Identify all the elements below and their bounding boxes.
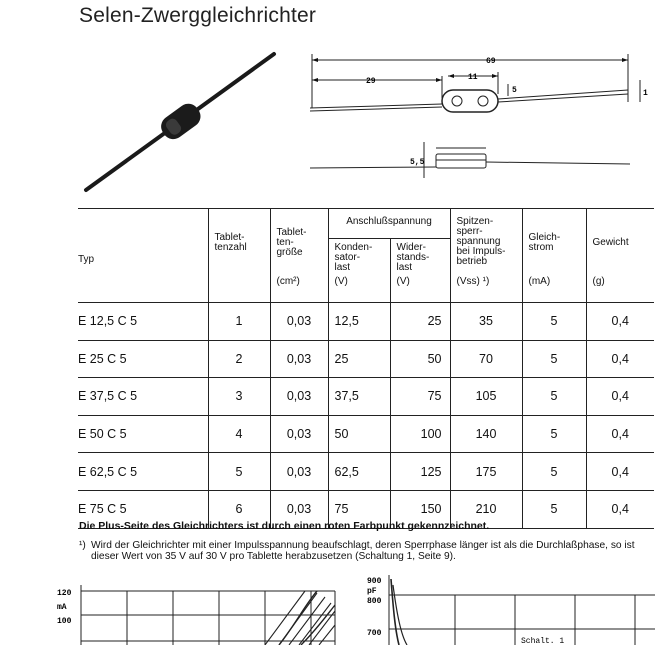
cell-widerstand: 100	[390, 415, 450, 453]
cell-zahl: 3	[208, 378, 270, 416]
cell-typ: E 75 C 5	[78, 490, 208, 528]
page-title: Selen-Zwerggleichrichter	[79, 4, 317, 27]
rectifier-body	[157, 99, 205, 143]
y-label-900: 900	[367, 577, 382, 586]
cell-spitzen: 70	[450, 340, 522, 378]
header-gleichstrom: Gleich- strom	[522, 209, 586, 277]
cell-widerstand: 150	[390, 490, 450, 528]
dim-1: 1	[643, 89, 648, 98]
cell-gleichstrom: 5	[522, 415, 586, 453]
cell-groesse: 0,03	[270, 303, 328, 341]
dim-5: 5	[512, 86, 517, 95]
cell-zahl: 2	[208, 340, 270, 378]
cell-spitzen: 210	[450, 490, 522, 528]
cell-gewicht: 0,4	[586, 490, 654, 528]
y-label-800: 800	[367, 597, 382, 606]
unit-widerstand: (V)	[390, 277, 450, 303]
unit-kondensator: (V)	[328, 277, 390, 303]
table-row	[78, 378, 654, 416]
unit-spitzen: (Vss) ¹)	[450, 277, 522, 303]
cell-gewicht: 0,4	[586, 453, 654, 491]
unit-groesse: (cm²)	[270, 277, 328, 303]
table-row	[78, 340, 654, 378]
cell-gleichstrom: 5	[522, 490, 586, 528]
header-widerstand: Wider- stands- last	[390, 239, 450, 277]
graph-annotation: Schalt. 1	[521, 637, 565, 645]
unit-gleichstrom: (mA)	[522, 277, 586, 303]
footnote-text: Wird der Gleichrichter mit einer Impulsspannung beaufschlagt, deren Sperrphase länger ist als die Durchlaßphase, so ist dieser Wert von 35 V auf 30 V pro Tablette herabzusetzen (Schaltung 1, Seite 9).	[91, 540, 635, 562]
cell-spitzen: 175	[450, 453, 522, 491]
polarity-note: Die Plus-Seite des Gleichrichters ist durch einen roten Farbpunkt gekennzeichnet.	[79, 520, 490, 532]
table-row	[78, 453, 654, 491]
footnote-mark: ¹)	[79, 540, 86, 551]
y-label-700: 700	[367, 629, 382, 638]
cell-typ: E 12,5 C 5	[78, 303, 208, 341]
cell-gleichstrom: 5	[522, 303, 586, 341]
cell-kondensator: 12,5	[328, 303, 390, 341]
cell-groesse: 0,03	[270, 415, 328, 453]
cell-gewicht: 0,4	[586, 303, 654, 341]
footnote	[79, 540, 664, 562]
cell-typ: E 50 C 5	[78, 415, 208, 453]
spec-table	[78, 208, 654, 529]
cell-spitzen: 105	[450, 378, 522, 416]
cell-typ: E 25 C 5	[78, 340, 208, 378]
cell-typ: E 37,5 C 5	[78, 378, 208, 416]
cell-kondensator: 75	[328, 490, 390, 528]
y-label-pf: pF	[367, 587, 377, 596]
cell-groesse: 0,03	[270, 490, 328, 528]
y-label-ma: mA	[57, 603, 67, 612]
current-graph	[55, 585, 375, 645]
cell-zahl: 4	[208, 415, 270, 453]
header-kondensator: Konden- sator- last	[328, 239, 390, 277]
rectifier-photo	[82, 48, 278, 198]
cell-zahl: 6	[208, 490, 270, 528]
cell-widerstand: 125	[390, 453, 450, 491]
cell-gleichstrom: 5	[522, 340, 586, 378]
cell-spitzen: 140	[450, 415, 522, 453]
cell-gewicht: 0,4	[586, 378, 654, 416]
cell-widerstand: 25	[390, 303, 450, 341]
cell-kondensator: 25	[328, 340, 390, 378]
cell-groesse: 0,03	[270, 453, 328, 491]
header-anschluss-group: Anschlußspannung	[328, 209, 450, 239]
table-row	[78, 415, 654, 453]
cell-kondensator: 62,5	[328, 453, 390, 491]
dim-11: 11	[468, 73, 478, 82]
y-label-100: 100	[57, 617, 72, 626]
y-label-120: 120	[57, 589, 72, 598]
cell-gleichstrom: 5	[522, 378, 586, 416]
cell-spitzen: 35	[450, 303, 522, 341]
cell-gewicht: 0,4	[586, 340, 654, 378]
table-row	[78, 303, 654, 341]
cell-widerstand: 50	[390, 340, 450, 378]
cell-gewicht: 0,4	[586, 415, 654, 453]
cell-groesse: 0,03	[270, 378, 328, 416]
header-spitzen: Spitzen- sperr- spannung bei Impuls- betrieb	[450, 209, 522, 277]
cell-kondensator: 37,5	[328, 378, 390, 416]
dim-69: 69	[486, 57, 496, 66]
cell-zahl: 1	[208, 303, 270, 341]
cell-typ: E 62,5 C 5	[78, 453, 208, 491]
capacitance-graph	[365, 575, 665, 645]
cell-groesse: 0,03	[270, 340, 328, 378]
dim-5-5: 5,5	[410, 158, 425, 167]
dimension-drawing	[300, 50, 650, 195]
unit-gewicht: (g)	[586, 277, 654, 303]
header-gewicht: Gewicht	[586, 209, 654, 277]
header-tabletten-zahl: Tablet- tenzahl	[208, 209, 270, 277]
header-tabletten-groesse: Tablet- ten- größe	[270, 209, 328, 277]
cell-gleichstrom: 5	[522, 453, 586, 491]
header-typ: Typ	[78, 209, 208, 303]
cell-zahl: 5	[208, 453, 270, 491]
cell-widerstand: 75	[390, 378, 450, 416]
cell-kondensator: 50	[328, 415, 390, 453]
dim-29: 29	[366, 77, 376, 86]
